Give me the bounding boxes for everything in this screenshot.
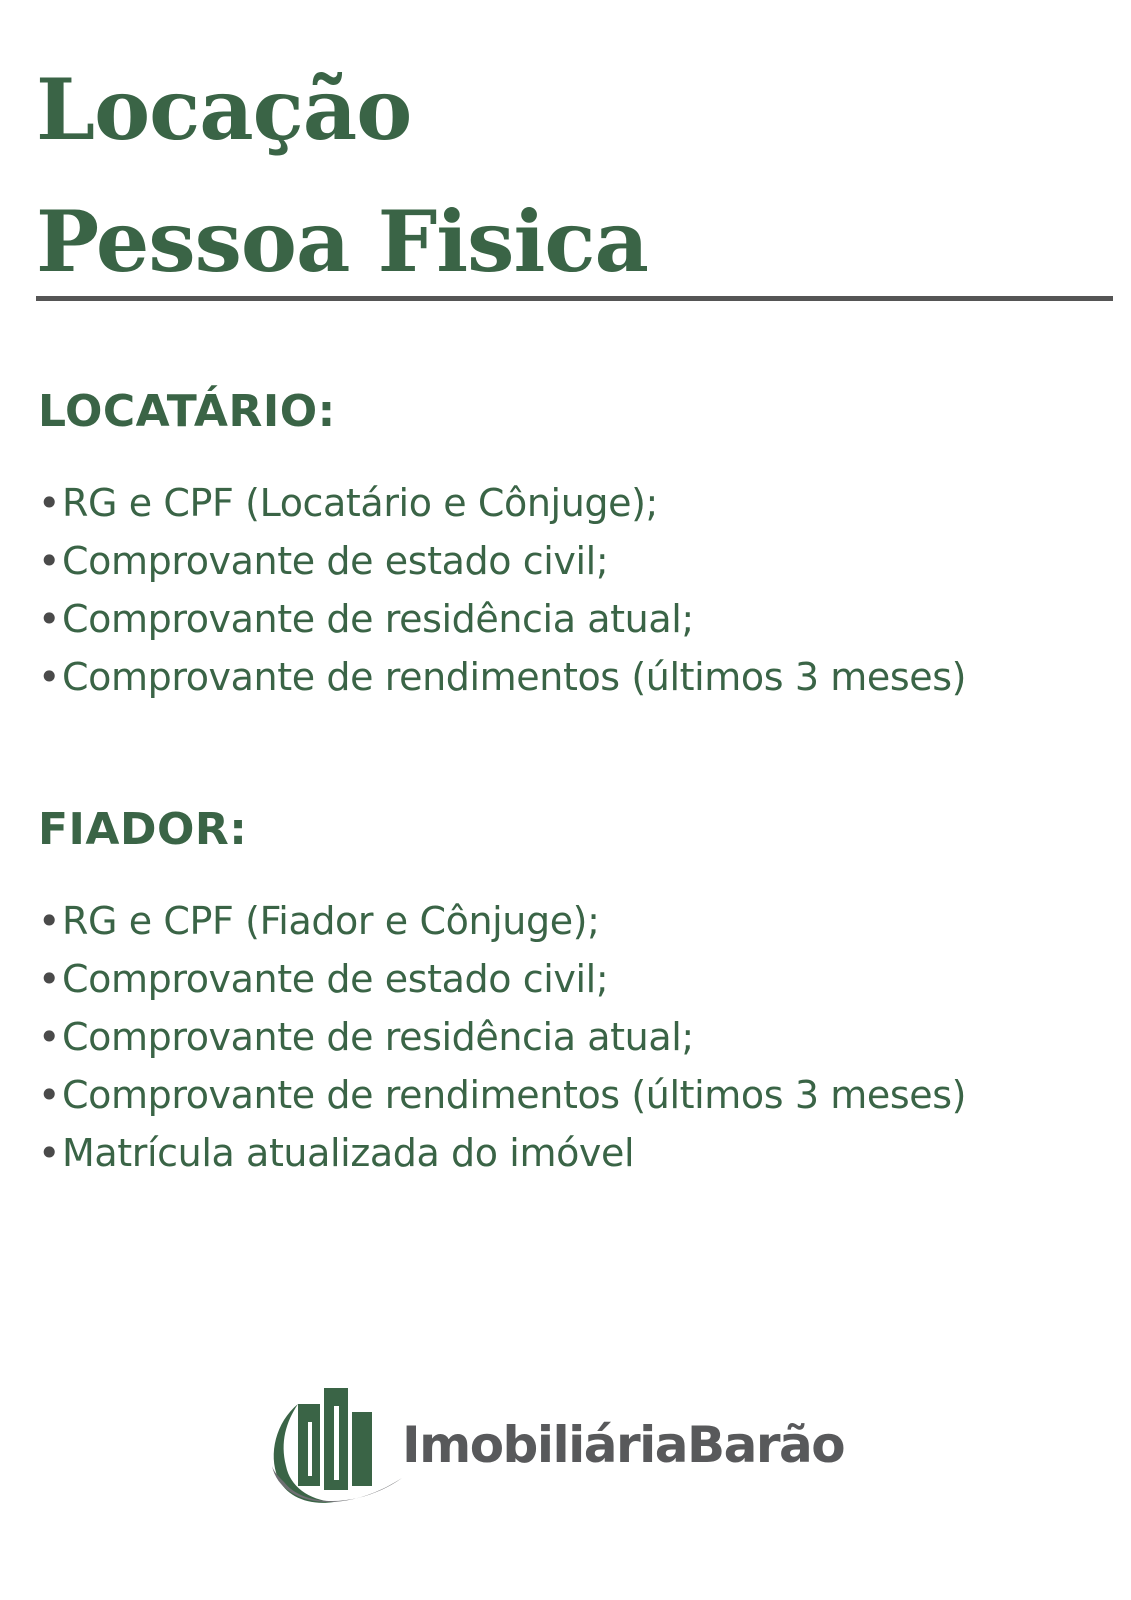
bullet-icon: • (38, 481, 61, 525)
page-title-line-2: Pessoa Fisica (36, 192, 648, 291)
locatario-document-list (38, 474, 966, 706)
bullet-icon: • (38, 597, 61, 641)
list-item-text: RG e CPF (Locatário e Cônjuge); (62, 481, 658, 525)
list-item (38, 1124, 966, 1182)
list-item-text: Comprovante de rendimentos (últimos 3 meses) (62, 655, 967, 699)
list-item (38, 532, 966, 590)
bullet-icon: • (38, 1073, 61, 1117)
list-item (38, 1066, 966, 1124)
page-title-line-1: Locação (36, 60, 412, 159)
bullet-icon: • (38, 539, 61, 583)
bullet-icon: • (38, 899, 61, 943)
list-item (38, 590, 966, 648)
fiador-document-list (38, 892, 966, 1182)
list-item (38, 648, 966, 706)
bullet-icon: • (38, 957, 61, 1001)
section-heading-locatario: LOCATÁRIO: (38, 386, 336, 437)
company-logo (268, 1382, 848, 1512)
list-item-text: Comprovante de estado civil; (62, 539, 609, 583)
list-item-text: Comprovante de rendimentos (últimos 3 meses) (62, 1073, 967, 1117)
list-item (38, 950, 966, 1008)
logo-wordmark: ImobiliáriaBarão (402, 1416, 845, 1474)
list-item (38, 892, 966, 950)
bullet-icon: • (38, 655, 61, 699)
list-item-text: RG e CPF (Fiador e Cônjuge); (62, 899, 600, 943)
title-divider (36, 296, 1113, 301)
list-item-text: Matrícula atualizada do imóvel (62, 1131, 635, 1175)
building-swoosh-icon (268, 1382, 404, 1512)
bullet-icon: • (38, 1131, 61, 1175)
list-item-text: Comprovante de residência atual; (62, 1015, 694, 1059)
list-item (38, 474, 966, 532)
section-heading-fiador: FIADOR: (38, 804, 248, 855)
bullet-icon: • (38, 1015, 61, 1059)
list-item-text: Comprovante de estado civil; (62, 957, 609, 1001)
list-item (38, 1008, 966, 1066)
list-item-text: Comprovante de residência atual; (62, 597, 694, 641)
